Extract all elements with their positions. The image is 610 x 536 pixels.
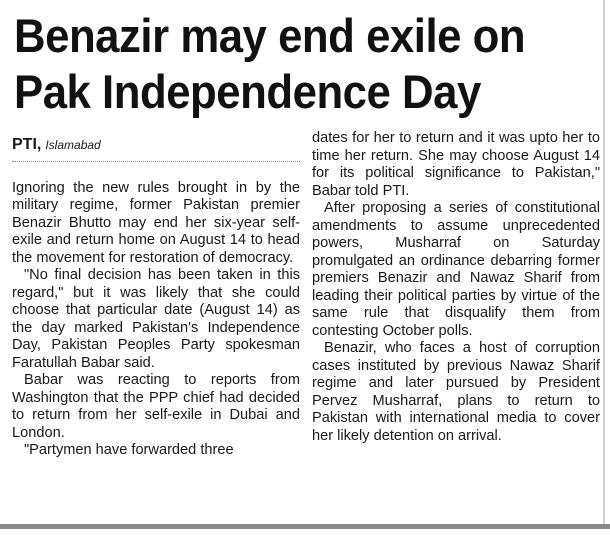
paragraph: Benazir, who faces a host of corruption cases instituted by previous Nawaz Sharif regime and later pursued by President Pervez Musharraf, plans to return to Pakistan with international media to cover her likely detention on arrival.	[312, 340, 600, 444]
byline-agency: PTI,	[12, 136, 42, 153]
paragraph: Babar was reacting to reports from Washington that the PPP chief had decided to return from her self-exile in Dubai and London.	[12, 372, 300, 441]
headline-line-1: Benazir may end exile on	[14, 9, 526, 62]
byline-place: Islamabad	[45, 138, 101, 152]
byline	[12, 136, 300, 162]
headline	[14, 8, 559, 120]
article-column-left	[12, 136, 300, 460]
article-column-right	[312, 130, 600, 445]
headline-line-2: Pak Independence Day	[14, 65, 481, 118]
page-edge-rule	[603, 0, 605, 524]
paragraph: After proposing a series of constitutional amendments to assume unprecedented powers, Musharraf on Saturday promulgated an ordinance debarring former premiers Benazir and Nawaz Sharif from leading their political parties by virtue of the same rule that disqualify them from contesting October polls.	[312, 200, 600, 339]
paragraph: "No final decision has been taken in this regard," but it was likely that she could choose that particular date (August 14) as the day marked Pakistan's Independence Day, Pakistan Peoples Party spokesman Faratullah Babar said.	[12, 267, 300, 371]
paragraph: Ignoring the new rules brought in by the military regime, former Pakistan premier Benazir Bhutto may end her six-year self-exile and return home on August 14 to head the movement for restoration of democracy.	[12, 179, 300, 266]
bottom-rule	[0, 524, 610, 529]
paragraph: dates for her to return and it was upto her to time her return. She may choose August 14 for its political significance to Pakistan," Babar told PTI.	[312, 130, 600, 199]
paragraph: "Partymen have forwarded three	[24, 442, 234, 458]
